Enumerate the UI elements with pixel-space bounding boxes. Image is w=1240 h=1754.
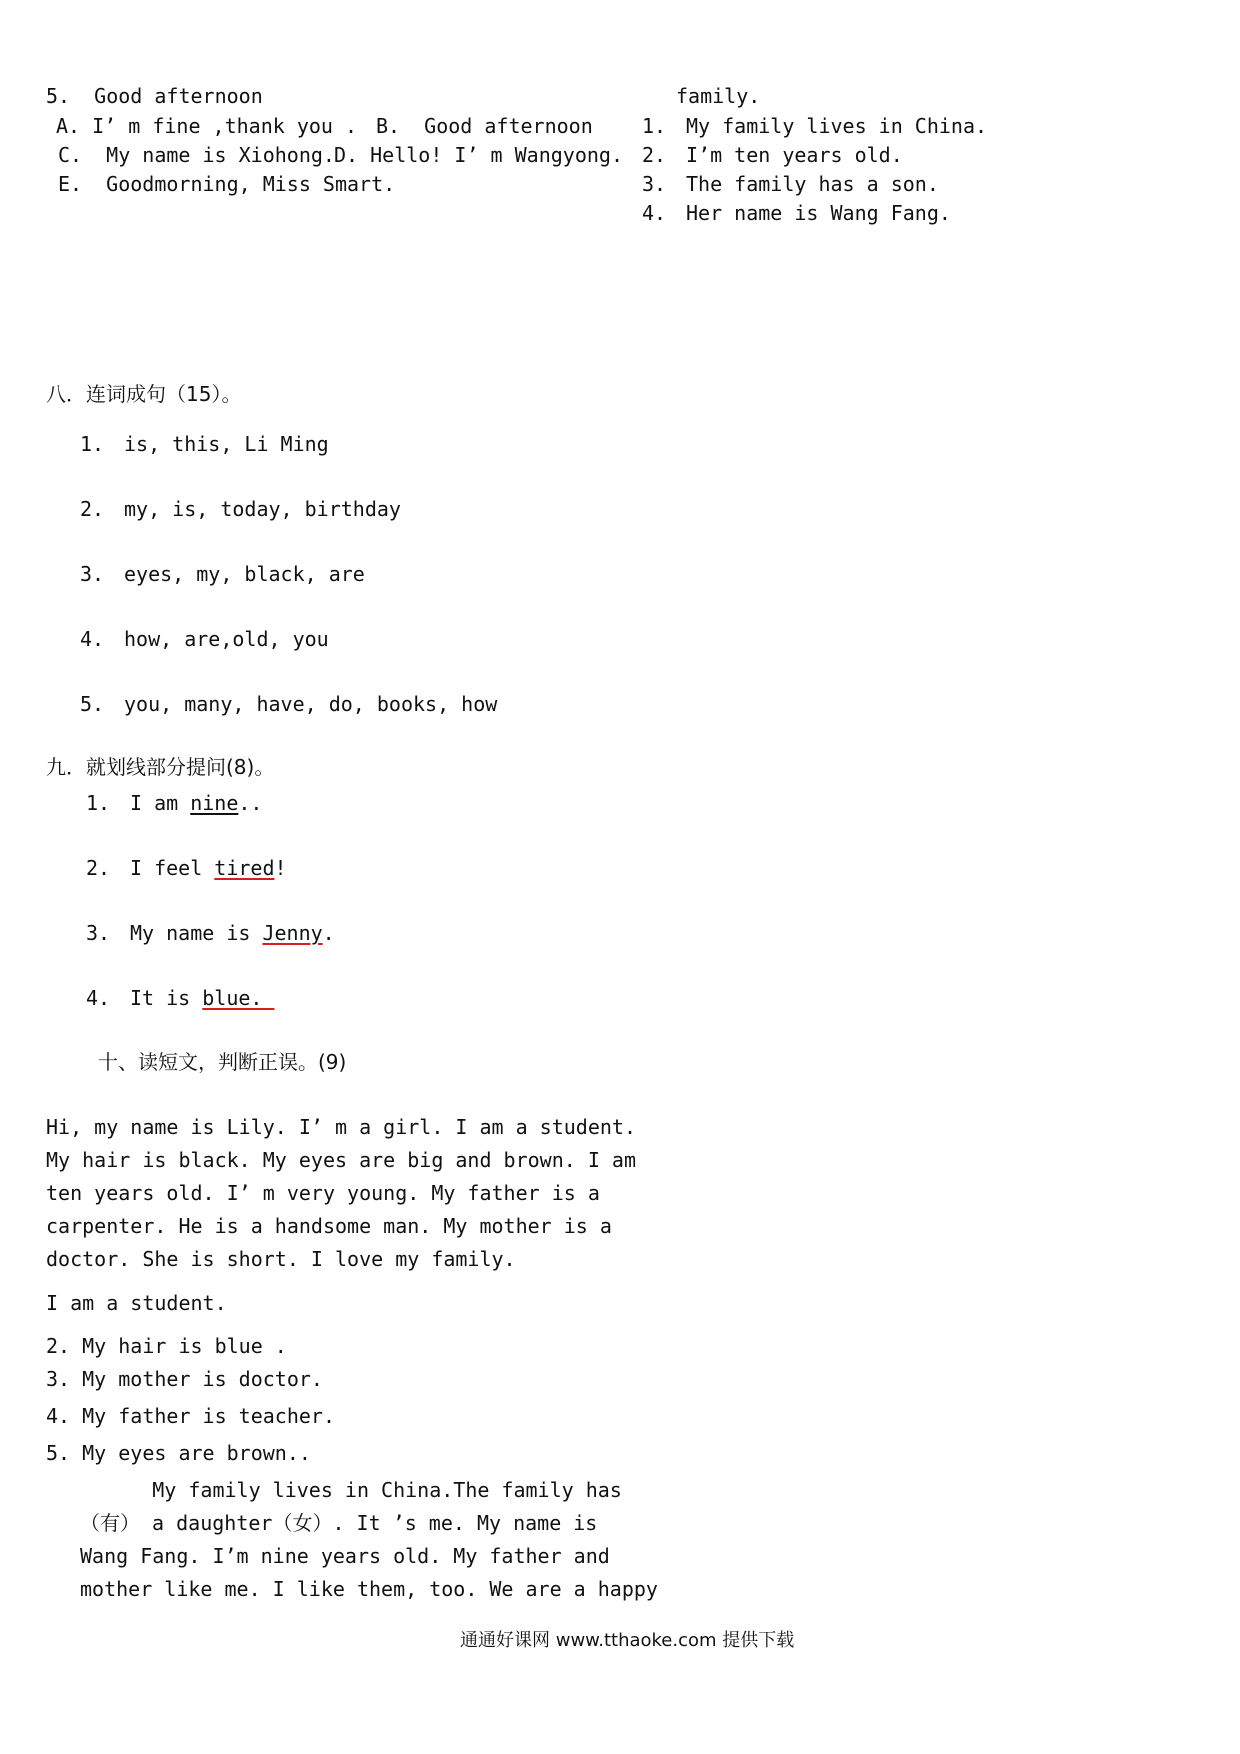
s8-text-1: is, this, Li Ming	[124, 432, 329, 456]
footer-source: 通通好课网 www.tthaoke.com 提供下载	[460, 1630, 795, 1651]
passage-line-5: doctor. She is short. I love my family.	[46, 1247, 516, 1271]
passage-line-3: ten years old. I’ m very young. My father is a	[46, 1181, 600, 1205]
s8-text-4: how, are,old, you	[124, 627, 329, 651]
s8-num-3: 3.	[80, 562, 105, 586]
passage2-line-1: My family lives in China.The family has	[80, 1478, 622, 1502]
s9-num-3: 3.	[86, 921, 111, 945]
right-col-text-4: Her name is Wang Fang.	[686, 201, 951, 225]
s9-item-2	[130, 858, 287, 878]
s9-item-4	[130, 988, 275, 1008]
s9-item-1	[130, 793, 262, 813]
q5-option-d: D. Hello! I’ m Wangyong.	[334, 143, 623, 167]
s9-num-4: 4.	[86, 986, 111, 1010]
right-col-num-2: 2.	[642, 143, 667, 167]
passage-line-2: My hair is black. My eyes are big and brown. I am	[46, 1148, 637, 1172]
s9-post-2: !	[274, 856, 287, 880]
right-col-family: family.	[676, 84, 761, 108]
right-col-num-4: 4.	[642, 201, 667, 225]
statement-5: 5. My eyes are brown..	[46, 1441, 311, 1465]
s9-item-3	[130, 923, 335, 943]
s8-num-1: 1.	[80, 432, 105, 456]
q5-option-a: A. I’ m fine ,thank you .	[56, 114, 358, 138]
passage-line-1: Hi, my name is Lily. I’ m a girl. I am a student.	[46, 1115, 637, 1139]
section8-title: 八．连词成句（15）。	[46, 382, 242, 406]
s8-num-2: 2.	[80, 497, 105, 521]
right-col-text-2: I’m ten years old.	[686, 143, 903, 167]
passage-line-4: carpenter. He is a handsome man. My mother is a	[46, 1214, 612, 1238]
s9-text-2: I feel	[130, 856, 215, 880]
s8-num-5: 5.	[80, 692, 105, 716]
q5-option-b: B. Good afternoon	[376, 114, 593, 138]
passage2-line-2: （有） a daughter（女）. It ’s me. My name is	[80, 1511, 598, 1535]
s9-text-1: I am	[130, 791, 191, 815]
statement-4: 4. My father is teacher.	[46, 1404, 335, 1428]
statement-3: 3. My mother is doctor.	[46, 1367, 323, 1391]
s9-underlined-1: nine	[190, 791, 239, 815]
right-col-text-1: My family lives in China.	[686, 114, 988, 138]
statement-1: I am a student.	[46, 1291, 227, 1315]
s9-underlined-4: blue.	[202, 986, 275, 1010]
s8-text-5: you, many, have, do, books, how	[124, 692, 498, 716]
right-col-num-1: 1.	[642, 114, 667, 138]
right-col-text-3: The family has a son.	[686, 172, 939, 196]
s8-text-2: my, is, today, birthday	[124, 497, 401, 521]
s8-text-3: eyes, my, black, are	[124, 562, 365, 586]
s9-text-4: It is	[130, 986, 203, 1010]
section10-title: 十、读短文，判断正误。(9)	[98, 1050, 347, 1074]
s9-post-3: .	[322, 921, 335, 945]
passage2-line-4: mother like me. I like them, too. We are a happy	[80, 1577, 658, 1601]
q5-title: 5. Good afternoon	[46, 84, 263, 108]
section9-title: 九．就划线部分提问(8)。	[46, 755, 275, 779]
q5-option-e: E. Goodmorning, Miss Smart.	[58, 172, 396, 196]
passage2-line-3: Wang Fang. I’m nine years old. My father and	[80, 1544, 610, 1568]
s9-num-2: 2.	[86, 856, 111, 880]
s8-num-4: 4.	[80, 627, 105, 651]
q5-option-c: C. My name is Xiohong.	[58, 143, 335, 167]
statement-2: 2. My hair is blue .	[46, 1334, 287, 1358]
s9-post-1: ..	[238, 791, 263, 815]
s9-underlined-3: Jenny	[262, 921, 323, 945]
right-col-num-3: 3.	[642, 172, 667, 196]
s9-underlined-2: tired	[214, 856, 275, 880]
s9-text-3: My name is	[130, 921, 263, 945]
s9-num-1: 1.	[86, 791, 111, 815]
